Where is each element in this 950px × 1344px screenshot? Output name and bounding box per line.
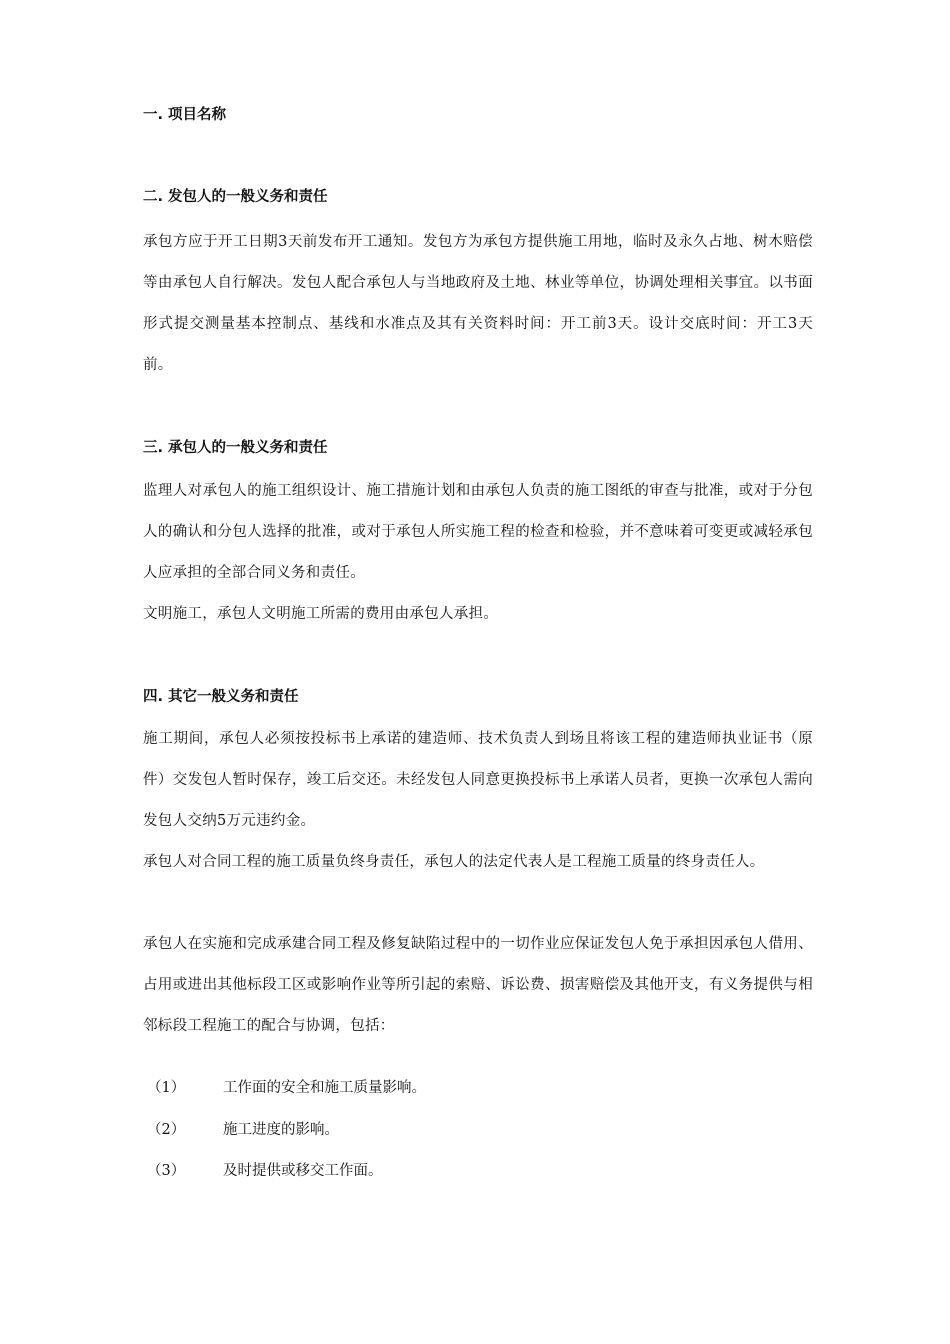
list-text: 施工进度的影响。 (223, 1122, 339, 1138)
list-text: 工作面的安全和施工质量影响。 (223, 1080, 426, 1096)
paragraph-indemnity-coordination: 承包人在实施和完成承建合同工程及修复缺陷过程中的一切作业应保证发包人免于承担因承包人借用、占用或进出其他标段工区或影响作业等所引起的索赔、诉讼费、损害赔偿及其他开支，有义务提供与相邻标段工程施工的配合与协调，包括： (143, 936, 813, 1034)
section-heading-project-name: 一. 项目名称 (143, 107, 227, 123)
list-item-1 (143, 1078, 426, 1098)
paragraph-quality-responsibility: 承包人对合同工程的施工质量负终身责任，承包人的法定代表人是工程施工质量的终身责任人。 (143, 854, 765, 870)
paragraph-supervisor-review: 监理人对承包人的施工组织设计、施工措施计划和由承包人负责的施工图纸的审查与批准，或对于分包人的确认和分包人选择的批准，或对于承包人所实施工程的检查和检验，并不意味着可变更或减轻承包人应承担的全部合同义务和责任。 (143, 483, 813, 581)
list-item-2 (143, 1120, 339, 1140)
section-heading-other-obligations: 四. 其它一般义务和责任 (143, 689, 299, 705)
list-number: （3） (147, 1163, 186, 1179)
list-item-3 (143, 1161, 383, 1181)
paragraph-employer-obligations: 承包方应于开工日期3天前发布开工通知。发包方为承包方提供施工用地，临时及永久占地、树木赔偿等由承包人自行解决。发包人配合承包人与当地政府及土地、林业等单位，协调处理相关事宜。以书面形式提交测量基本控制点、基线和水准点及其有关资料时间：开工前3天。设计交底时间：开工3天前。 (143, 234, 813, 373)
paragraph-construction-period: 施工期间，承包人必须按投标书上承诺的建造师、技术负责人到场且将该工程的建造师执业证书（原件）交发包人暂时保存，竣工后交还。未经发包人同意更换投标书上承诺人员者，更换一次承包人需向发包人交纳5万元违约金。 (143, 731, 813, 829)
list-number: （1） (147, 1080, 186, 1096)
section-heading-contractor-obligations: 三. 承包人的一般义务和责任 (143, 440, 328, 456)
paragraph-civilized-construction: 文明施工，承包人文明施工所需的费用由承包人承担。 (143, 606, 499, 622)
section-heading-employer-obligations: 二. 发包人的一般义务和责任 (143, 189, 328, 205)
list-number: （2） (147, 1122, 186, 1138)
list-text: 及时提供或移交工作面。 (223, 1163, 383, 1179)
